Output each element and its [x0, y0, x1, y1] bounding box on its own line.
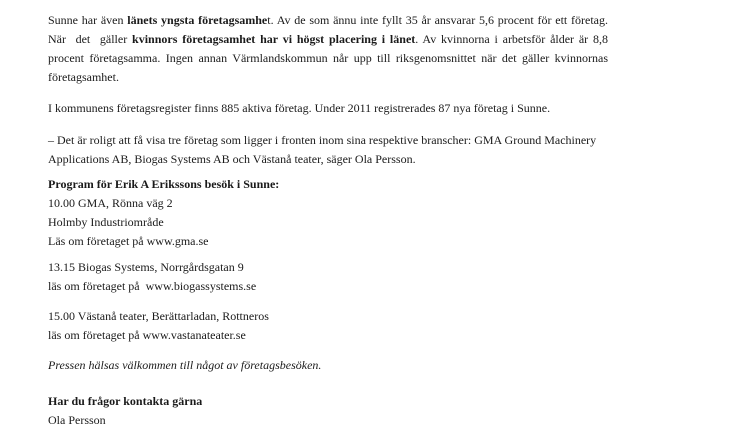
intro-paragraph: [48, 11, 611, 87]
press-note: Pressen hälsas välkommen till något av företagsbesöken.: [48, 358, 322, 372]
intro-text-3: . Av kvinnorna i arbetsför ålder är 8,8 procent företagsamma. Ingen annan Värmlandskommun når upp till riksgenomsnittet när det gäller kvinnornas företagsamhet.: [48, 32, 611, 84]
program-gma-link-line: Läs om företaget på www.gma.se: [48, 234, 209, 248]
intro-bold-youngest-enterprise: länets yngsta företagsamhe: [127, 13, 268, 27]
document-content: [48, 11, 611, 430]
contact-name: Ola Persson: [48, 413, 106, 427]
program-item-vastana: [48, 307, 608, 345]
intro-text-2: t. Av de som ännu inte fyllt 35 år ansvarar 5,6 procent för ett företag. När det gäller: [48, 13, 611, 46]
quote-paragraph: – Det är roligt att få visa tre företag som ligger i fronten inom sina respektive branscher: GMA Ground Machinery Applications AB, Biogas Systems AB och Västanå teater, säger Ola Persson.: [48, 133, 599, 166]
program-vastana-link-line: läs om företaget på www.vastanateater.se: [48, 328, 246, 342]
register-paragraph: I kommunens företagsregister finns 885 aktiva företag. Under 2011 registrerades 87 nya företag i Sunne.: [48, 101, 551, 115]
program-biogas-time-address: 13.15 Biogas Systems, Norrgårdsgatan 9: [48, 260, 244, 274]
contact-heading: Har du frågor kontakta gärna: [48, 394, 203, 408]
program-gma-area: Holmby Industriområde: [48, 215, 164, 229]
intro-text-1: Sunne har även: [48, 13, 128, 27]
program-vastana-time-address: 15.00 Västanå teater, Berättarladan, Rottneros: [48, 309, 269, 323]
intro-bold-women-enterprise: kvinnors företagsamhet har vi högst placering i länet: [132, 32, 416, 46]
program-heading: Program för Erik A Erikssons besök i Sunne:: [48, 177, 280, 191]
program-gma-time-address: 10.00 GMA, Rönna väg 2: [48, 196, 173, 210]
program-item-biogas: [48, 258, 608, 296]
program-item-gma: [48, 194, 608, 251]
program-biogas-link-line: läs om företaget på www.biogassystems.se: [48, 279, 257, 293]
